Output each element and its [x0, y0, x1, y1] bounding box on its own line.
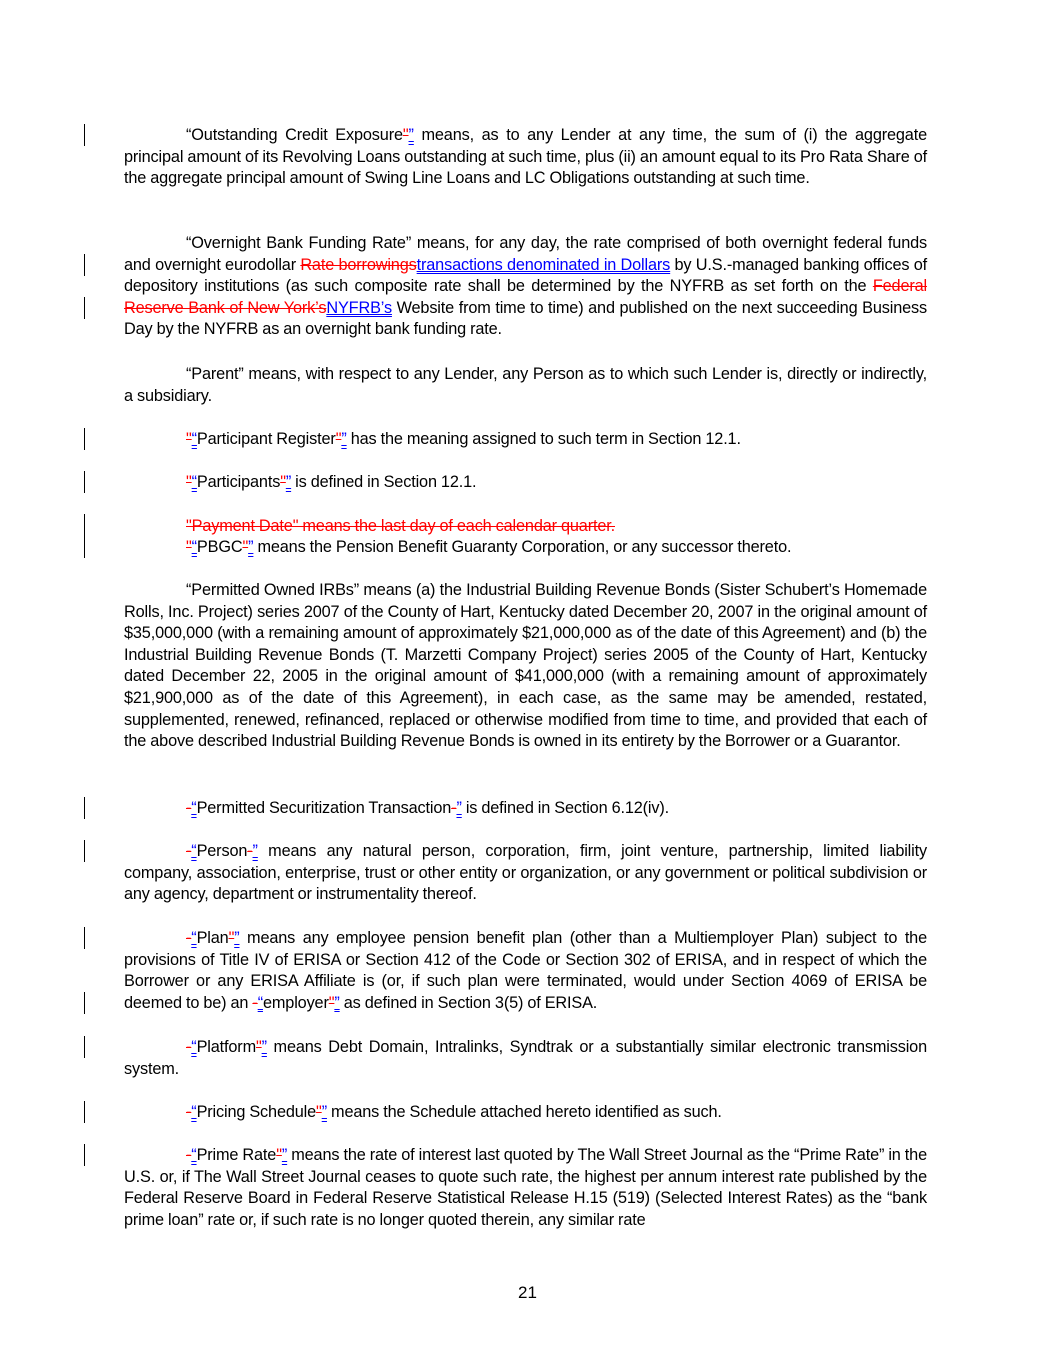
definition-text: as defined in Section 3(5) of ERISA.: [339, 993, 598, 1012]
deleted-text: "Payment Date" means the last day of each calendar quarter.: [186, 517, 615, 535]
page-number: 21: [518, 1283, 537, 1302]
inserted-quote: “: [191, 538, 197, 556]
open-quote: “: [186, 126, 192, 144]
deleted-mark: -: [186, 842, 192, 860]
change-bar: [84, 1144, 85, 1166]
deleted-mark: -: [186, 1038, 192, 1056]
defined-term: PBGC: [196, 538, 243, 556]
inserted-quote: “: [191, 842, 197, 860]
inserted-quote: “: [191, 1038, 197, 1056]
definition-text: means, with respect to any Lender, any Person as to which such Lender is, directly or indirectly, a subsidiary.: [124, 365, 927, 405]
definition-platform: [124, 1037, 927, 1080]
definition-text: has the meaning assigned to such term in Section 12.1.: [346, 430, 741, 448]
defined-term: Pricing Schedule: [196, 1103, 317, 1121]
definition-text: means any natural person, corporation, firm, joint venture, partnership, limited liability company, association, enterprise, trust or other entity or organization, or any government or political subdivision or any agency, department or instrumentality thereof.: [124, 842, 927, 904]
deleted-quote: ": [316, 1103, 322, 1121]
deleted-definition-payment-date: [186, 516, 927, 538]
inserted-quote: ”: [285, 473, 292, 491]
quoted-term: employer: [262, 993, 329, 1012]
inserted-quote: “: [191, 430, 197, 448]
definition-text: means the Pension Benefit Guaranty Corporation, or any successor thereto.: [253, 538, 792, 556]
deleted-mark: -: [186, 799, 192, 817]
inserted-quote: “: [191, 1103, 197, 1121]
definition-text: means, for any day, the rate comprised of both overnight federal funds and overnight eurodollar: [124, 234, 927, 274]
deleted-quote: ": [276, 1146, 282, 1164]
close-quote: ”: [238, 365, 244, 383]
inserted-quote: ”: [261, 1038, 267, 1056]
definition-text: means, as to any Lender at any time, the sum of (i) the aggregate principal amount of its Revolving Loans outstanding at such time, plus (ii) an amount equal to its Pro Rata Share of the aggregate principal amount of Swing Line Loans and LC Obligations outstanding at such time.: [124, 126, 927, 188]
definition-text: is defined in Section 12.1.: [291, 473, 477, 491]
deleted-quote: ": [228, 929, 235, 947]
inserted-quote: “: [191, 1146, 197, 1164]
inserted-quote: “: [257, 993, 263, 1012]
definition-text: means Debt Domain, Intralinks, Syndtrak or a substantially similar electronic transmission system.: [124, 1038, 927, 1078]
definition-permitted-securitization-transaction: [186, 798, 927, 820]
deleted-mark: -: [247, 842, 253, 860]
inserted-quote: ”: [334, 993, 340, 1012]
deleted-quote: ": [328, 993, 335, 1012]
definition-plan: [124, 928, 927, 1014]
definition-text: means the rate of interest last quoted by The Wall Street Journal as the “Prime Rate” in the U.S. or, if The Wall Street Journal ceases to quote such rate, the highest per annum interest rate published by the Federal Reserve Board in Federal Reserve Statistical Release H.15 (519) (Selected Interest Rates) as the “bank prime loan” rate or, if such rate is no longer quoted therein, any similar rate: [124, 1146, 927, 1229]
change-bar: [84, 297, 85, 319]
definition-text: Website from time to time) and published on the next succeeding Business Day by the NYFRB as an overnight bank funding rate.: [124, 298, 927, 339]
definition-parent: [124, 364, 927, 407]
deleted-mark: -: [451, 799, 457, 817]
change-bar: [84, 124, 85, 146]
change-bar: [84, 471, 85, 493]
defined-term: Person: [196, 842, 248, 860]
defined-term: Outstanding Credit Exposure: [191, 126, 403, 144]
inserted-quote: ”: [281, 1146, 288, 1164]
deleted-quote: ": [242, 538, 249, 556]
deleted-quote: ": [335, 430, 342, 448]
open-quote: “: [186, 365, 192, 383]
inserted-quote: ”: [248, 538, 254, 556]
change-bar: [84, 992, 85, 1014]
inserted-quote: ”: [408, 126, 414, 144]
definition-text: means the Schedule attached hereto identified as such.: [326, 1103, 722, 1121]
inserted-quote: “: [191, 473, 197, 491]
change-bar: [84, 254, 85, 276]
deleted-mark: -: [186, 929, 192, 947]
deleted-quote: ": [280, 473, 286, 491]
change-bar: [84, 428, 85, 450]
open-quote: “: [186, 581, 192, 599]
defined-term: Permitted Securitization Transaction: [196, 799, 452, 817]
definition-text: is defined in Section 6.12(iv).: [461, 799, 670, 817]
inserted-quote: ”: [234, 929, 240, 947]
definition-person: [124, 841, 927, 906]
defined-term: Participant Register: [196, 430, 336, 448]
inserted-quote: ”: [341, 430, 347, 448]
inserted-quote: ”: [456, 799, 462, 817]
deleted-quote: ": [186, 538, 192, 556]
inserted-quote: “: [191, 929, 197, 947]
deleted-quote: ": [186, 473, 192, 491]
defined-term: Participants: [196, 473, 281, 491]
close-quote: ”: [405, 234, 412, 252]
inserted-text: NYFRB’s: [326, 298, 392, 317]
change-bar: [84, 797, 85, 819]
definition-participants: [186, 472, 927, 494]
inserted-quote: “: [191, 799, 197, 817]
definition-pricing-schedule: [186, 1102, 927, 1124]
change-bar: [84, 927, 85, 949]
deleted-quote: ": [402, 126, 409, 144]
defined-term: Plan: [196, 929, 229, 947]
deleted-mark: -: [186, 1146, 192, 1164]
deleted-text: Federal Reserve Bank of New York’s: [124, 277, 927, 317]
definition-permitted-owned-irbs: [124, 580, 927, 753]
definition-outstanding-credit-exposure: [124, 125, 927, 190]
deleted-mark: -: [252, 993, 258, 1012]
defined-term: Overnight Bank Funding Rate: [191, 234, 406, 252]
close-quote: ”: [353, 581, 360, 599]
definition-text: means (a) the Industrial Building Revenue Bonds (Sister Schubert’s Homemade Rolls, Inc. Project) series 2007 of the County of Hart, Kentucky dated December 20, 2007 in the original amount of $35,000,000 (with a remaining amount of approximately $21,000,000 as of the date of this Agreement) and (b) the Industrial Building Revenue Bonds (T. Marzetti Company Project) series 2005 of the County of Hart, Kentucky dated December 22, 2005 in the original amount of $41,000,000 (with a remaining amount of approximately $21,900,000 as of the date of this Agreement), in each case, as the same may be amended, restated, supplemented, renewed, refinanced, replaced or otherwise modified from time to time, and provided that each of the above described Industrial Building Revenue Bonds is owned in its entirety by the Borrower or a Guarantor.: [124, 581, 927, 751]
change-bar: [84, 514, 85, 558]
change-bar: [84, 1101, 85, 1123]
defined-term: Platform: [196, 1038, 256, 1056]
inserted-quote: ”: [321, 1103, 327, 1121]
deleted-quote: ": [186, 430, 192, 448]
deleted-quote: ": [255, 1038, 262, 1056]
deleted-mark: -: [186, 1103, 192, 1121]
deleted-text: Rate borrowings: [300, 255, 417, 274]
definition-overnight-bank-funding-rate: [124, 233, 927, 341]
defined-term: Permitted Owned IRBs: [191, 581, 354, 599]
defined-term: Parent: [191, 365, 239, 383]
definition-pbgc: [186, 537, 927, 559]
definition-prime-rate: [124, 1145, 927, 1231]
open-quote: “: [186, 234, 192, 252]
change-bar: [84, 1036, 85, 1058]
defined-term: Prime Rate: [196, 1146, 277, 1164]
definition-participant-register: [186, 429, 927, 451]
inserted-text: transactions denominated in Dollars: [416, 255, 671, 274]
definition-text: means any employee pension benefit plan (other than a Multiemployer Plan) subject to the provisions of Title IV of ERISA or Section 412 of the Code or Section 302 of ERISA, and in respect of which the Borrower or any ERISA Affiliate is (or, if such plan were terminated, would under Section 4069 of ERISA be deemed to be) an: [124, 929, 927, 1012]
inserted-quote: ”: [252, 842, 258, 860]
definition-text: by U.S.-managed banking offices of depository institutions (as such composite rate shall be determined by the NYFRB as set forth on the: [124, 255, 928, 296]
change-bar: [84, 840, 85, 862]
